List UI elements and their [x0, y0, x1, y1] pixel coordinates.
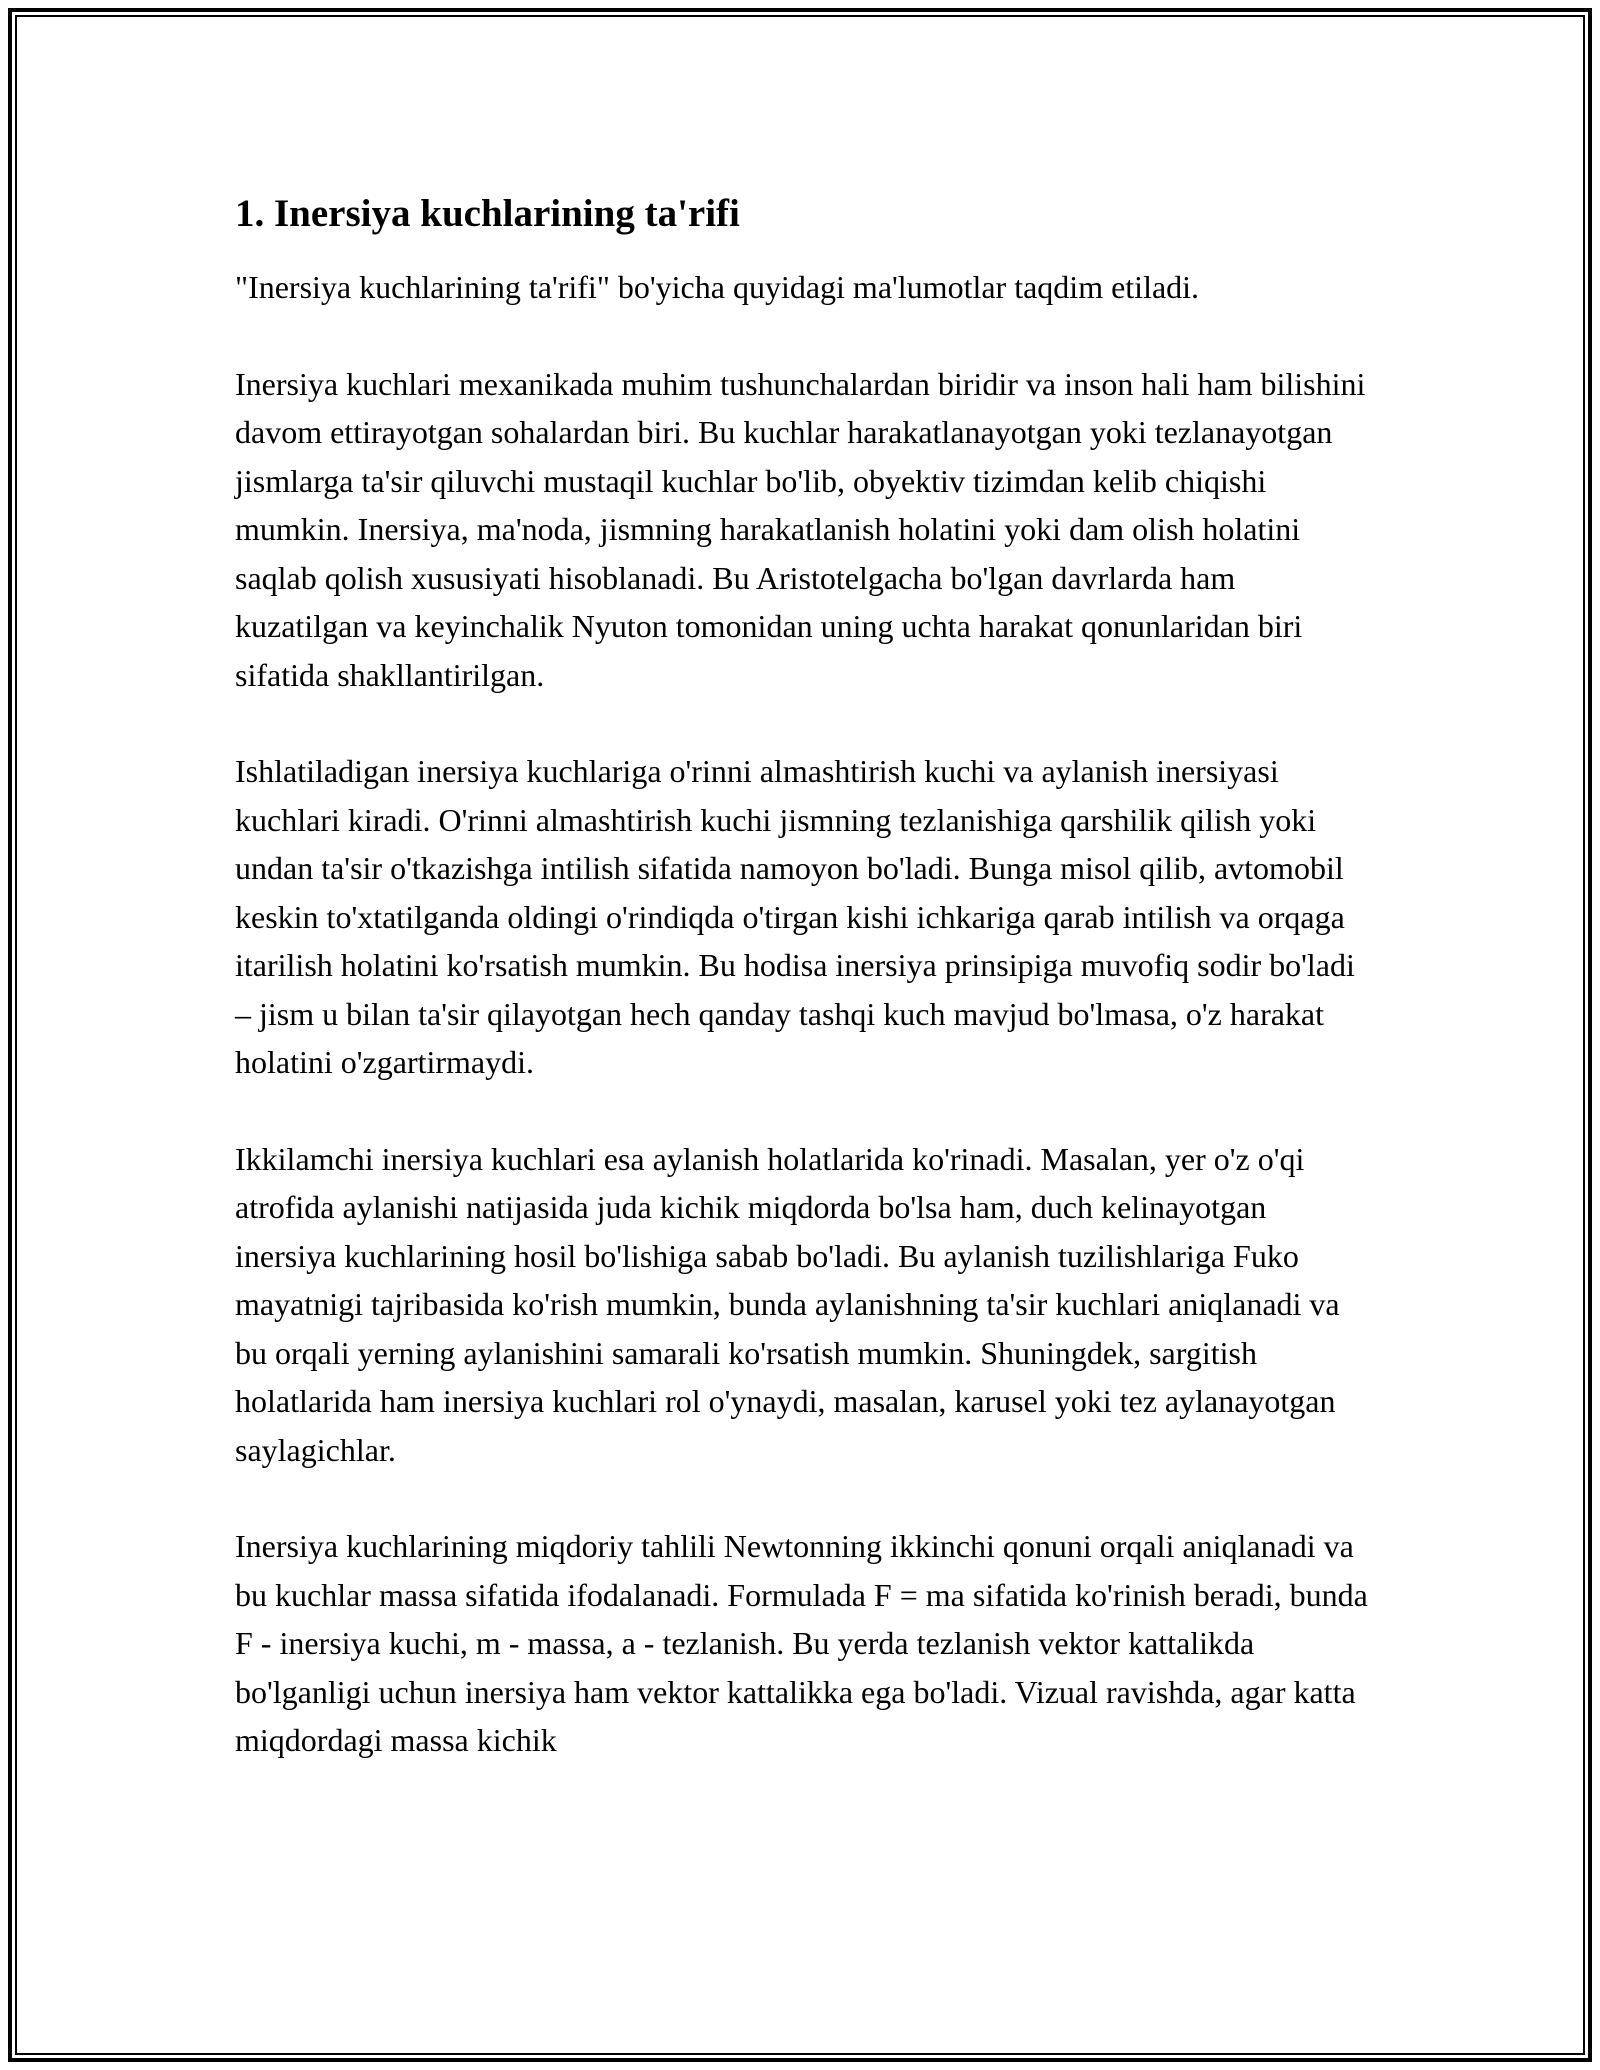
section-heading: 1. Inersiya kuchlarining ta'rifi — [235, 192, 740, 235]
paragraph-quantitative-analysis: Inersiya kuchlarining miqdoriy tahlili Newtonning ikkinchi qonuni orqali aniqlanadi va bu kuchlar massa sifatida ifodalanadi. Formulada F = ma sifatida ko'rinish beradi, bunda F - inersiya kuchi, m - massa, a - tezlanish. Bu yerda tezlanish vektor kattalikda bo'lganligi uchun inersiya ham vektor kattalikka ega bo'ladi. Vizual ravishda, agar katta miqdordagi massa kichik — [235, 1528, 1368, 1758]
paragraph-secondary-forces: Ikkilamchi inersiya kuchlari esa aylanish holatlarida ko'rinadi. Masalan, yer o'z o'qi atrofida aylanishi natijasida juda kichik miqdorda bo'lsa ham, duch kelinayotgan inersiya kuchlarining hosil bo'lishiga sabab bo'ladi. Bu aylanish tuzilishlariga Fuko mayatnigi tajribasida ko'rish mumkin, bunda aylanishning ta'sir kuchlari aniqlanadi va bu orqali yerning aylanishini samarali ko'rsatish mumkin. Shuningdek, sargitish holatlarida ham inersiya kuchlari rol o'ynaydi, masalan, karusel yoki tez aylanayotgan saylagichlar. — [235, 1140, 1340, 1468]
document-body — [235, 185, 1375, 1813]
intro-paragraph: "Inersiya kuchlarining ta'rifi" bo'yicha quyidagi ma'lumotlar taqdim etiladi. — [235, 269, 1200, 305]
paragraph-displacement-force: Ishlatiladigan inersiya kuchlariga o'rinni almashtirish kuchi va aylanish inersiyasi kuchlari kiradi. O'rinni almashtirish kuchi jismning tezlanishiga qarshilik qilish yoki undan ta'sir o'tkazishga intilish sifatida namoyon bo'ladi. Bunga misol qilib, avtomobil keskin to'xtatilganda oldingi o'rindiqda o'tirgan kishi ichkariga qarab intilish va orqaga itarilish holatini ko'rsatish mumkin. Bu hodisa inersiya prinsipiga muvofiq sodir bo'ladi – jism u bilan ta'sir qilayotgan hech qanday tashqi kuch mavjud bo'lmasa, o'z harakat holatini o'zgartirmaydi. — [235, 753, 1355, 1080]
paragraph-inertia-definition: Inersiya kuchlari mexanikada muhim tushunchalardan biridir va inson hali ham bilishini davom ettirayotgan sohalardan biri. Bu kuchlar harakatlanayotgan yoki tezlanayotgan jismlarga ta'sir qiluvchi mustaqil kuchlar bo'lib, obyektiv tizimdan kelib chiqishi mumkin. Inersiya, ma'noda, jismning harakatlanish holatini yoki dam olish holatini saqlab qolish xususiyati hisoblanadi. Bu Aristotelgacha bo'lgan davrlarda ham kuzatilgan va keyinchalik Nyuton tomonidan uning uchta harakat qonunlaridan biri sifatida shakllantirilgan. — [235, 365, 1366, 693]
